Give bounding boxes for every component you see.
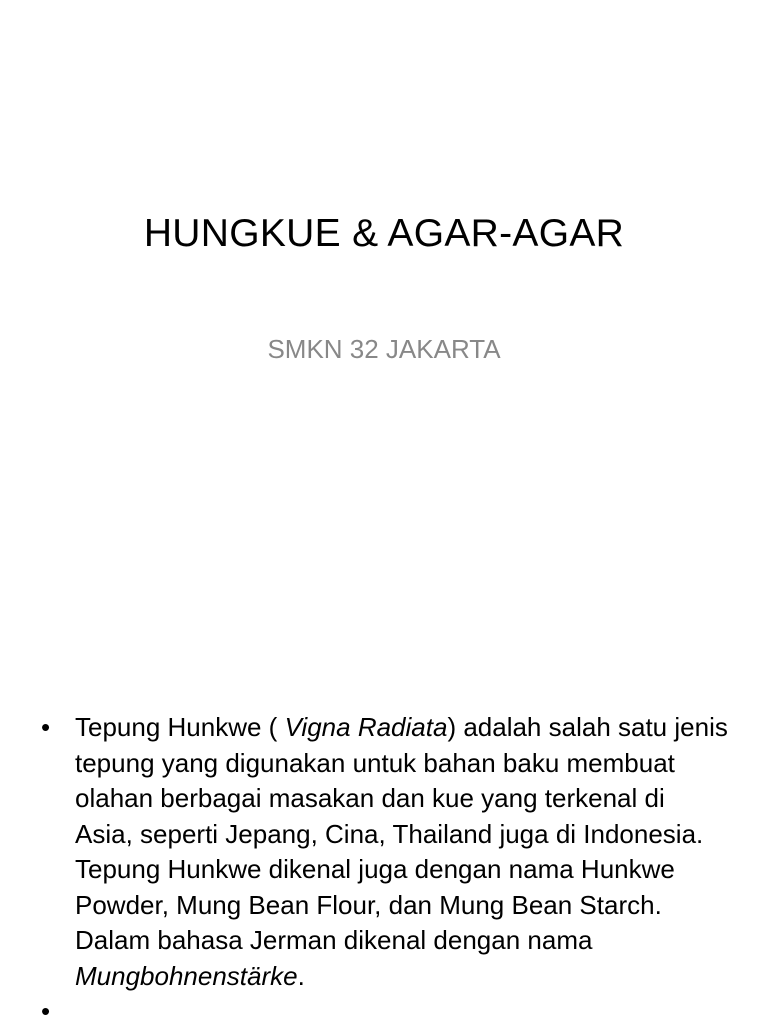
bullet-icon: • [41,996,51,1026]
title-slide [0,0,768,512]
german-name: Mungbohnenstärke [75,960,298,991]
bullet-text-segment: ) adalah salah satu jenis tepung yang digunakan untuk bahan baku membuat olahan berbagai masakan dan kue yang terkenal di Asia, seperti Jepang, Cina, Thailand juga di Indonesia. Tepung Hunkwe dikenal juga dengan nama Hunkwe Powder, Mung Bean Flour, dan Mung Bean Starch. Dalam bahasa Jerman dikenal dengan nama [75,712,728,955]
bullet-text-segment: . [297,960,305,991]
bullet-item-hunkwe [0,710,768,994]
bullet-icon: • [41,712,51,742]
slide-subtitle: SMKN 32 JAKARTA [267,334,501,364]
bullet-list [0,710,768,1030]
content-slide [0,512,768,1024]
slide-title: HUNGKUE & AGAR-AGAR [143,212,625,255]
bullet-text-segment: Tepung Hunkwe ( [75,712,285,742]
bullet-item-empty [0,994,768,1030]
scientific-name: Vigna Radiata [284,712,448,742]
